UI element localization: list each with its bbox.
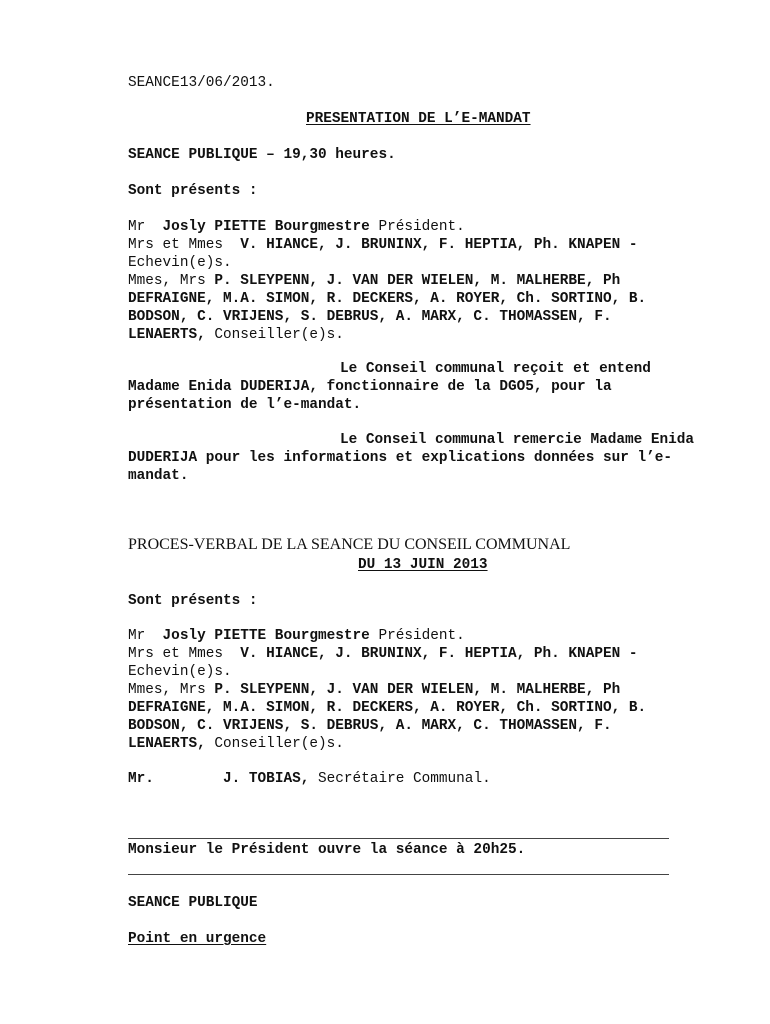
proces-verbal-heading: PROCES-VERBAL DE LA SEANCE DU CONSEIL COMMUNAL [128, 536, 571, 553]
para1-line-2: Madame Enida DUDERIJA, fonctionnaire de la DGO5, pour la [128, 379, 612, 395]
conseillers-names-4-2: LENAERTS, [128, 736, 206, 752]
echevins-prefix-2: Mrs et Mmes [128, 646, 241, 662]
conseillers-prefix-2: Mmes, Mrs [128, 682, 215, 698]
mayor-role-2: Président. [369, 628, 465, 644]
echevins-role: Echevin(e)s. [128, 255, 232, 271]
secretary-role: Secrétaire Communal. [309, 771, 491, 787]
secretary-line [128, 770, 491, 788]
mayor-role: Président. [369, 219, 465, 235]
conseillers-line-2: DEFRAIGNE, M.A. SIMON, R. DECKERS, A. ROYER, Ch. SORTINO, B. [128, 291, 647, 307]
conseillers-names-1: P. SLEYPENN, J. VAN DER WIELEN, M. MALHERBE, Ph [214, 273, 621, 289]
echevins-role-2: Echevin(e)s. [128, 664, 232, 680]
sont-presents-label-2: Sont présents : [128, 593, 258, 609]
point-en-urgence-heading: Point en urgence [128, 931, 267, 947]
mayor-prefix-2: Mr [128, 628, 163, 644]
sont-presents-label: Sont présents : [128, 183, 258, 199]
presentation-title: PRESENTATION DE L’E-MANDAT [306, 111, 531, 127]
mayor-prefix: Mr [128, 219, 163, 235]
conseillers-names-4: LENAERTS, [128, 327, 206, 343]
mayor-line [128, 218, 465, 236]
para1-line-1: Le Conseil communal reçoit et entend [340, 361, 651, 377]
conseillers-line-4-2 [128, 735, 344, 753]
secretary-prefix: Mr. [128, 771, 223, 787]
echevins-prefix: Mrs et Mmes [128, 237, 241, 253]
conseillers-line-4 [128, 326, 344, 344]
conseillers-line-1-2 [128, 681, 620, 699]
echevins-line [128, 236, 638, 254]
divider-bottom [128, 874, 669, 875]
date-heading: DU 13 JUIN 2013 [358, 557, 488, 573]
conseillers-line-3-2: BODSON, C. VRIJENS, S. DEBRUS, A. MARX, C. THOMASSEN, F. [128, 718, 612, 734]
conseillers-line-1 [128, 272, 620, 290]
opening-statement: Monsieur le Président ouvre la séance à 20h25. [128, 842, 526, 858]
mayor-name-2: Josly PIETTE Bourgmestre [162, 628, 370, 644]
seance-publique-heading: SEANCE PUBLIQUE [128, 895, 258, 911]
conseillers-names-1-2: P. SLEYPENN, J. VAN DER WIELEN, M. MALHERBE, Ph [214, 682, 621, 698]
seance-date-line: SEANCE13/06/2013. [128, 75, 275, 91]
conseillers-prefix: Mmes, Mrs [128, 273, 215, 289]
conseillers-line-2-2: DEFRAIGNE, M.A. SIMON, R. DECKERS, A. ROYER, Ch. SORTINO, B. [128, 700, 647, 716]
secretary-name: J. TOBIAS, [223, 771, 310, 787]
echevins-names: V. HIANCE, J. BRUNINX, F. HEPTIA, Ph. KNAPEN - [240, 237, 638, 253]
para2-line-1: Le Conseil communal remercie Madame Enida [340, 432, 695, 448]
echevins-line-2 [128, 645, 638, 663]
para2-line-2: DUDERIJA pour les informations et explications données sur l’e- [128, 450, 673, 466]
mayor-name: Josly PIETTE Bourgmestre [162, 219, 370, 235]
para1-line-3: présentation de l’e-mandat. [128, 397, 362, 413]
seance-publique-time: SEANCE PUBLIQUE – 19,30 heures. [128, 147, 396, 163]
conseillers-line-3: BODSON, C. VRIJENS, S. DEBRUS, A. MARX, C. THOMASSEN, F. [128, 309, 612, 325]
conseillers-role-2: Conseiller(e)s. [205, 736, 344, 752]
conseillers-role: Conseiller(e)s. [205, 327, 344, 343]
divider-top [128, 838, 669, 839]
para2-line-3: mandat. [128, 468, 189, 484]
echevins-names-2: V. HIANCE, J. BRUNINX, F. HEPTIA, Ph. KNAPEN - [240, 646, 638, 662]
mayor-line-2 [128, 627, 465, 645]
